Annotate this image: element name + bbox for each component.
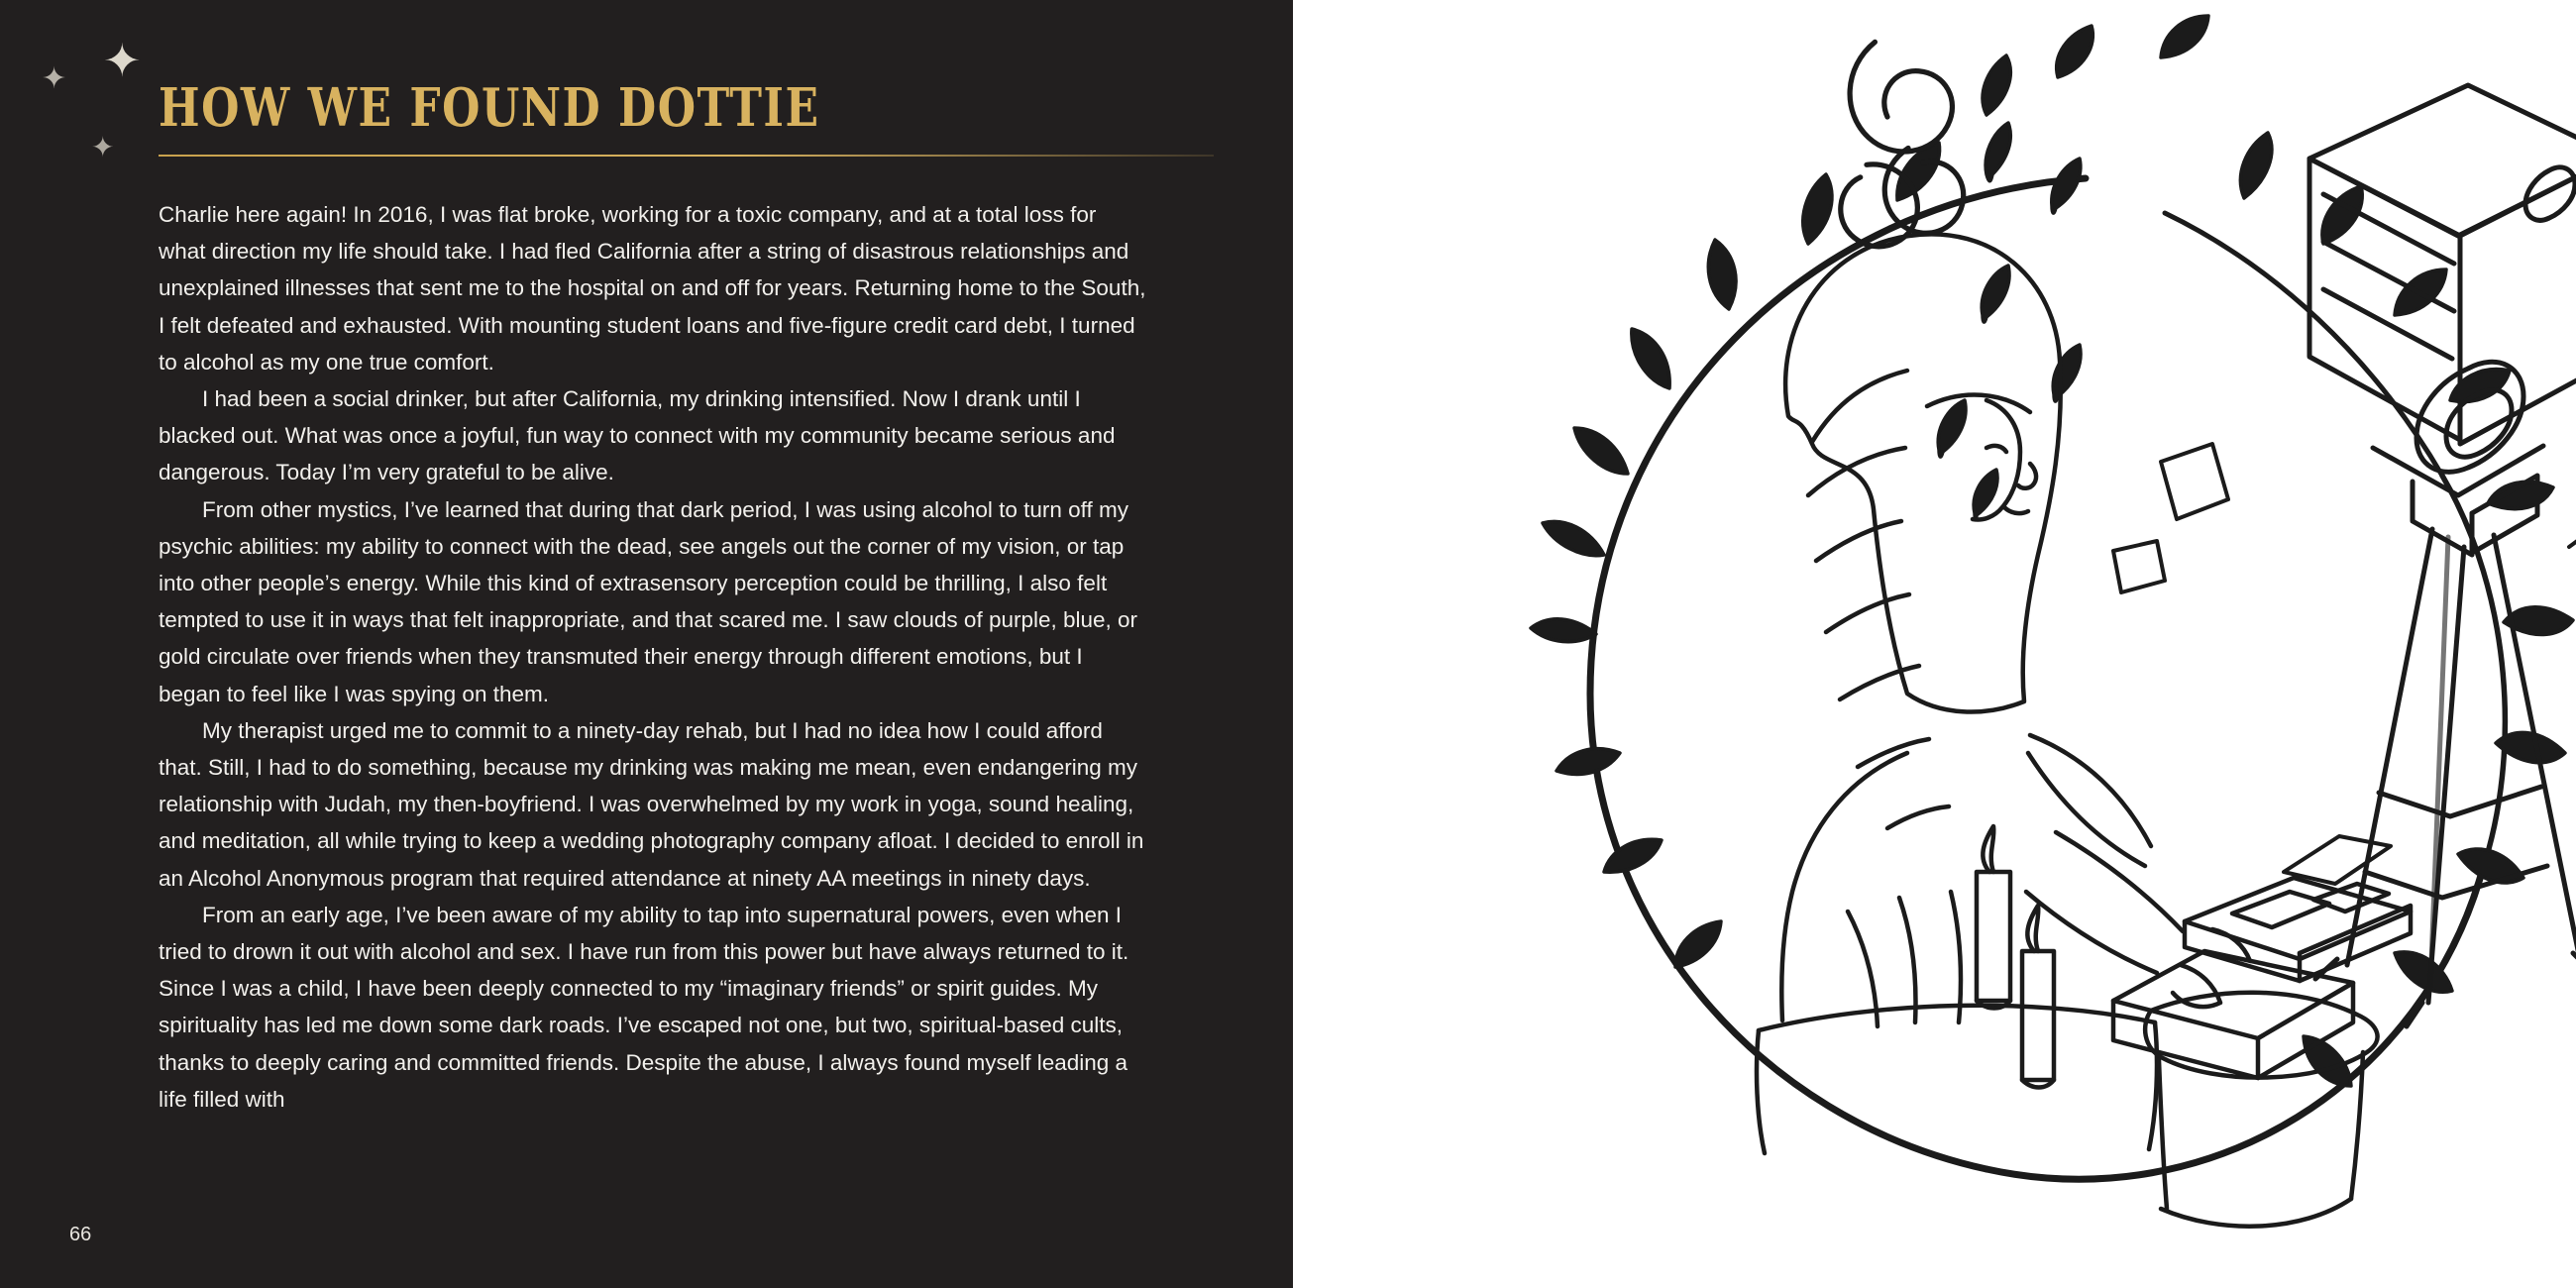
title-divider-rule bbox=[159, 155, 1214, 157]
sparkle-large-icon: ✦ bbox=[103, 34, 142, 87]
sparkle-decoration-group bbox=[20, 10, 159, 188]
paragraph: From other mystics, I’ve learned that during that dark period, I was using alcohol to turn off my psychic abilities: my ability to connect with the dead, see angels out the corner of my vision, or tap into other people’s energy. While this kind of extrasensory perception could be thrilling, I also felt tempted to use it in ways that felt inappropriate, and that scared me. I saw clouds of purple, blue, or gold circulate over friends when they transmuted their energy through different emotions, but I began to feel like I was spying on them. bbox=[159, 496, 1138, 706]
paragraph: From an early age, I’ve been aware of my ability to tap into supernatural powers, even when I tried to drown it out with alcohol and sex. I have run from this power but have always returned to it. Since I was a child, I have been deeply connected to my “imaginary friends” or spirit guides. My spirituality has led me down some dark roads. I’ve escaped not one, but two, spiritual-based cults, thanks to deeply caring and committed friends. Despite the abuse, I always found myself leading a life filled with bbox=[159, 902, 1129, 1112]
sparkle-medium-icon: ✦ bbox=[42, 61, 67, 96]
page-number: 66 bbox=[69, 1224, 92, 1245]
sparkle-small-icon: ✦ bbox=[91, 131, 115, 163]
chapter-illustration bbox=[1293, 0, 2576, 1288]
chapter-title: HOW WE FOUND DOTTIE bbox=[159, 77, 820, 140]
body-text-block bbox=[159, 196, 1149, 1118]
paragraph: My therapist urged me to commit to a ninety-day rehab, but I had no idea how I could afford that. Still, I had to do something, because my drinking was making me mean, even endangering my relationship with Judah, my then-boyfriend. I was overwhelmed by my work in yoga, sound healing, and meditation, all while trying to keep a wedding photography company afloat. I decided to enroll in an Alcohol Anonymous program that required attendance at ninety AA meetings in ninety days. bbox=[159, 717, 1144, 891]
right-page bbox=[1293, 0, 2576, 1288]
paragraph: I had been a social drinker, but after California, my drinking intensified. Now I drank until I blacked out. What was once a joyful, fun way to connect with my community became serious and dangerous. Today I’m very grateful to be alive. bbox=[159, 386, 1116, 485]
paragraph: Charlie here again! In 2016, I was flat broke, working for a toxic company, and at a total loss for what direction my life should take. I had fled California after a string of disastrous relationships and unexplained illnesses that sent me to the hospital on and off for years. Returning home to the South, I felt defeated and exhausted. With mounting student loans and five-figure credit card debt, I turned to alcohol as my one true comfort. bbox=[159, 202, 1146, 375]
